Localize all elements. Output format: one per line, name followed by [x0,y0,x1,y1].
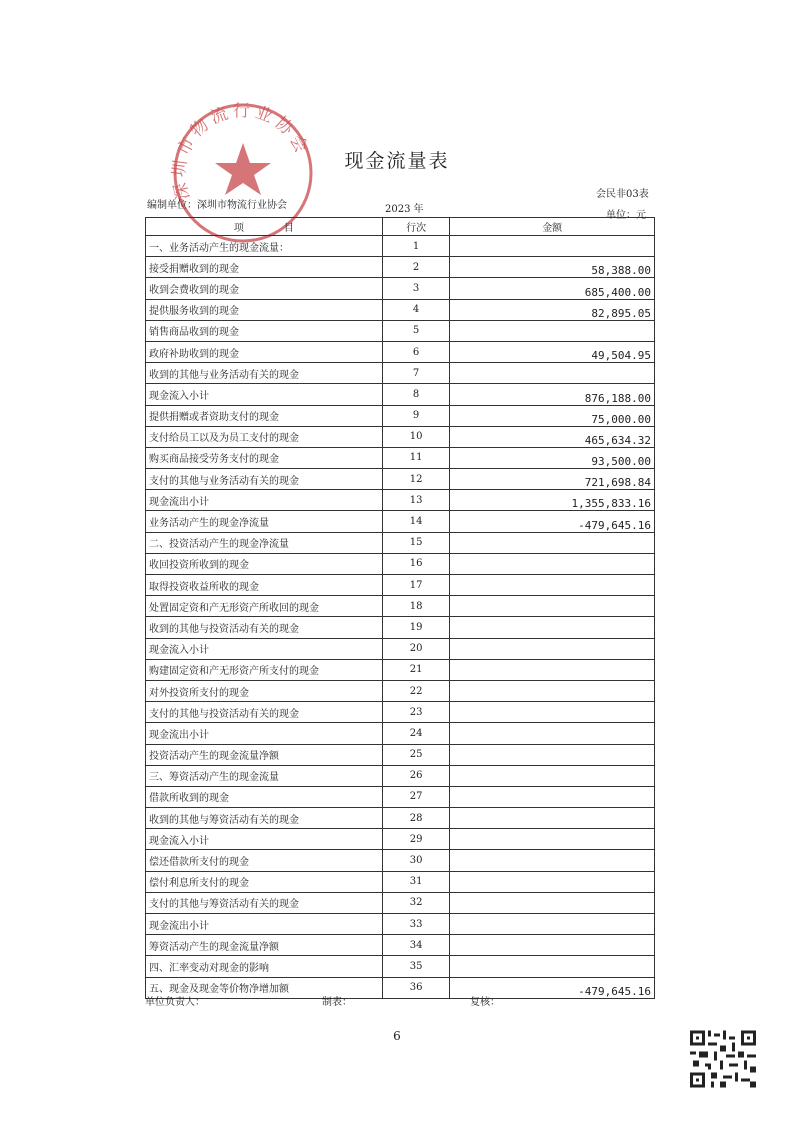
preparer-label: 制表： [322,997,352,1008]
cash-flow-table [145,217,655,999]
table-row [146,786,655,807]
row-item-label: 收到的其他与投资活动有关的现金 [146,617,383,638]
row-number: 11 [382,447,450,468]
row-amount [450,617,655,638]
row-item-label: 现金流出小计 [146,914,383,935]
row-amount [450,553,655,574]
row-number: 25 [382,744,450,765]
row-item-label: 现金流出小计 [146,723,383,744]
row-number: 36 [382,977,450,998]
table-row [146,447,655,468]
table-row [146,511,655,532]
row-number: 24 [382,723,450,744]
header-amount: 金额 [450,218,655,236]
row-amount: 82,895.05 [450,299,655,320]
row-amount: 93,500.00 [450,447,655,468]
row-amount: 685,400.00 [450,278,655,299]
table-row [146,723,655,744]
table-row [146,702,655,723]
row-item-label: 收到的其他与筹资活动有关的现金 [146,808,383,829]
principal-label: 单位负责人： [145,997,205,1008]
row-amount: 58,388.00 [450,257,655,278]
row-amount [450,956,655,977]
row-number: 9 [382,405,450,426]
table-row [146,469,655,490]
row-item-label: 购建固定资和产无形资产所支付的现金 [146,659,383,680]
row-item-label: 销售商品收到的现金 [146,320,383,341]
row-item-label: 一、业务活动产生的现金流量： [146,236,383,257]
row-amount [450,320,655,341]
row-amount [450,236,655,257]
row-amount: -479,645.16 [450,511,655,532]
row-item-label: 收到会费收到的现金 [146,278,383,299]
table-row [146,363,655,384]
qr-code-icon [690,1030,756,1088]
row-item-label: 现金流入小计 [146,638,383,659]
row-amount [450,744,655,765]
page-title: 现金流量表 [344,150,450,172]
table-row [146,914,655,935]
row-amount: 1,355,833.16 [450,490,655,511]
row-item-label: 处置固定资和产无形资产所收回的现金 [146,596,383,617]
header-item: 项 目 [146,218,383,236]
row-number: 34 [382,935,450,956]
table-row [146,532,655,553]
row-amount [450,659,655,680]
row-amount [450,702,655,723]
row-amount [450,808,655,829]
row-number: 28 [382,808,450,829]
row-amount: 465,634.32 [450,426,655,447]
row-number: 22 [382,680,450,701]
row-item-label: 支付的其他与业务活动有关的现金 [146,469,383,490]
table-row [146,765,655,786]
row-amount [450,575,655,596]
table-row [146,808,655,829]
row-number: 33 [382,914,450,935]
row-amount [450,935,655,956]
report-year: 2023 年 [385,204,424,215]
table-row [146,341,655,362]
row-item-label: 购买商品接受劳务支付的现金 [146,447,383,468]
row-amount: 49,504.95 [450,341,655,362]
row-number: 16 [382,553,450,574]
table-header-row [146,218,655,236]
row-amount: 876,188.00 [450,384,655,405]
row-number: 29 [382,829,450,850]
row-number: 32 [382,892,450,913]
row-number: 21 [382,659,450,680]
table-row [146,553,655,574]
row-item-label: 筹资活动产生的现金流量净额 [146,935,383,956]
table-row [146,744,655,765]
table-row [146,829,655,850]
row-amount [450,363,655,384]
row-number: 30 [382,850,450,871]
header-row-number: 行次 [382,218,450,236]
stamp-text: 深圳市物流行业协会 [169,101,313,202]
table-row [146,320,655,341]
row-number: 17 [382,575,450,596]
row-number: 31 [382,871,450,892]
row-number: 5 [382,320,450,341]
row-item-label: 业务活动产生的现金净流量 [146,511,383,532]
row-amount [450,723,655,744]
row-item-label: 接受捐赠收到的现金 [146,257,383,278]
row-amount [450,765,655,786]
table-row [146,575,655,596]
page-number: 6 [393,1029,401,1043]
row-number: 18 [382,596,450,617]
row-number: 23 [382,702,450,723]
row-item-label: 二、投资活动产生的现金净流量 [146,532,383,553]
reviewer-label: 复核： [470,997,500,1008]
row-number: 2 [382,257,450,278]
row-number: 12 [382,469,450,490]
row-item-label: 五、现金及现金等价物净增加额 [146,977,383,998]
table-row [146,892,655,913]
currency-unit: 单位：元 [606,210,646,221]
row-amount: 75,000.00 [450,405,655,426]
row-item-label: 取得投资收益所收的现金 [146,575,383,596]
row-item-label: 对外投资所支付的现金 [146,680,383,701]
row-item-label: 偿还借款所支付的现金 [146,850,383,871]
row-number: 7 [382,363,450,384]
table-row [146,426,655,447]
row-number: 20 [382,638,450,659]
row-amount [450,829,655,850]
row-item-label: 收到的其他与业务活动有关的现金 [146,363,383,384]
table-row [146,236,655,257]
row-amount: 721,698.84 [450,469,655,490]
table-row [146,850,655,871]
row-item-label: 收回投资所收到的现金 [146,553,383,574]
table-row [146,384,655,405]
table-row [146,257,655,278]
table-row [146,405,655,426]
row-item-label: 偿付利息所支付的现金 [146,871,383,892]
row-amount [450,914,655,935]
row-item-label: 支付的其他与投资活动有关的现金 [146,702,383,723]
row-item-label: 提供捐赠或者资助支付的现金 [146,405,383,426]
row-number: 4 [382,299,450,320]
table-row [146,596,655,617]
table-row [146,871,655,892]
row-amount [450,596,655,617]
row-amount [450,871,655,892]
table-row [146,299,655,320]
row-number: 10 [382,426,450,447]
row-item-label: 投资活动产生的现金流量净额 [146,744,383,765]
row-amount: -479,645.16 [450,977,655,998]
row-item-label: 四、汇率变动对现金的影响 [146,956,383,977]
table-row [146,638,655,659]
row-number: 15 [382,532,450,553]
row-item-label: 提供服务收到的现金 [146,299,383,320]
table-row [146,935,655,956]
table-row [146,490,655,511]
row-number: 8 [382,384,450,405]
row-number: 27 [382,786,450,807]
row-number: 35 [382,956,450,977]
table-row [146,680,655,701]
row-amount [450,786,655,807]
row-number: 6 [382,341,450,362]
table-row [146,659,655,680]
row-amount [450,532,655,553]
table-row [146,617,655,638]
row-number: 14 [382,511,450,532]
row-item-label: 借款所收到的现金 [146,786,383,807]
row-item-label: 现金流出小计 [146,490,383,511]
row-item-label: 政府补助收到的现金 [146,341,383,362]
row-number: 3 [382,278,450,299]
row-amount [450,638,655,659]
row-item-label: 现金流入小计 [146,829,383,850]
row-number: 26 [382,765,450,786]
table-row [146,977,655,998]
row-item-label: 现金流入小计 [146,384,383,405]
row-number: 19 [382,617,450,638]
row-amount [450,680,655,701]
row-amount [450,850,655,871]
form-code: 会民非03表 [596,189,649,200]
row-number: 13 [382,490,450,511]
table-row [146,278,655,299]
row-amount [450,892,655,913]
row-item-label: 支付的其他与筹资活动有关的现金 [146,892,383,913]
row-item-label: 支付给员工以及为员工支付的现金 [146,426,383,447]
row-item-label: 三、筹资活动产生的现金流量 [146,765,383,786]
table-row [146,956,655,977]
row-number: 1 [382,236,450,257]
organization-label: 编制单位：深圳市物流行业协会 [147,200,287,211]
